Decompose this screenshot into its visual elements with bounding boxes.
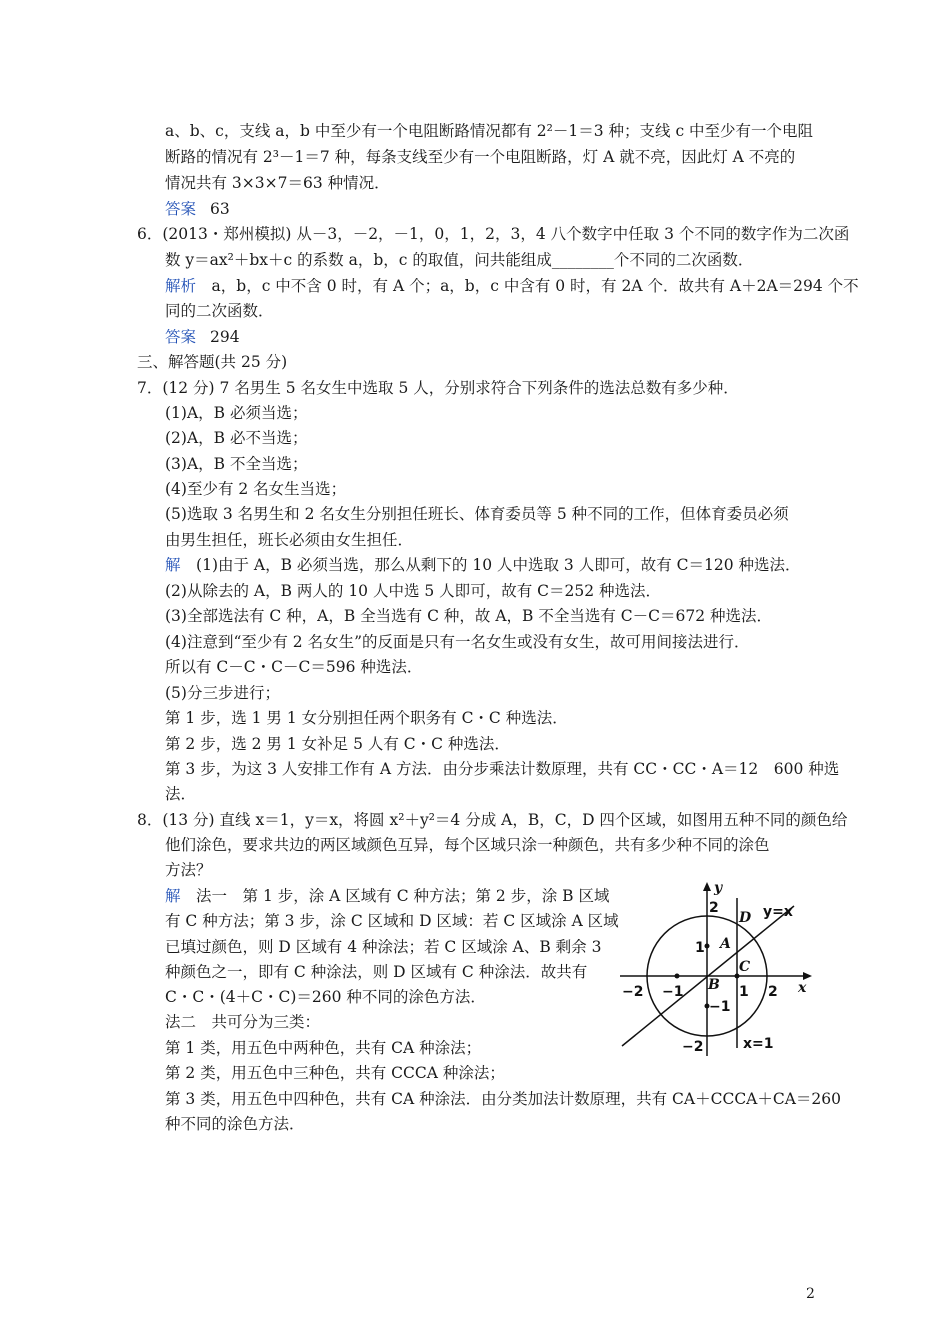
text-line: 第 1 类，用五色中两种色，共有 CA 种涂法； bbox=[165, 1039, 482, 1057]
text-line: 法二 共可分为三类： bbox=[165, 1013, 321, 1031]
y-axis-label: y bbox=[714, 880, 723, 896]
y-tick-1: 1 bbox=[695, 940, 705, 956]
text-line: 同的二次函数． bbox=[165, 302, 274, 320]
answer-line bbox=[165, 199, 230, 219]
section-heading: 三、解答题(共 25 分) bbox=[137, 353, 288, 371]
text-line: 种不同的涂色方法． bbox=[165, 1115, 305, 1133]
text-line: a、b、c，支线 a，b 中至少有一个电阻断路情况都有 2²－1＝3 种；支线 c 中至少有一个电阻 bbox=[165, 122, 814, 140]
question-6: 6．(2013・郑州模拟) 从－3，－2，－1，0，1，2，3，4 八个数字中任取 3 个不同的数字作为二次函 bbox=[137, 225, 850, 243]
y-axis-arrow-icon bbox=[703, 882, 711, 891]
y-tick-neg1: −1 bbox=[709, 999, 731, 1015]
text-line: (5)选取 3 名男生和 2 名女生分别担任班长、体育委员等 5 种不同的工作，但体育委员必须 bbox=[165, 505, 789, 523]
region-label-d: D bbox=[739, 910, 752, 926]
line-label-y-eq-x: y=x bbox=[763, 904, 793, 920]
x-tick-neg1: −1 bbox=[662, 984, 684, 1000]
answer-value: 294 bbox=[210, 328, 240, 346]
text-line: (3)A，B 不全当选； bbox=[165, 455, 308, 473]
text-line: 断路的情况有 2³－1＝7 种，每条支线至少有一个电阻断路，灯 A 就不亮，因此灯 A 不亮的 bbox=[165, 148, 796, 166]
region-label-c: C bbox=[739, 959, 751, 975]
question-7: 7．(12 分) 7 名男生 5 名女生中选取 5 人，分别求符合下列条件的选法总数有多少种． bbox=[137, 379, 739, 397]
solution-text: (1)由于 A，B 必须当选，那么从剩下的 10 人中选取 3 人即可，故有 C＝120 种选法． bbox=[196, 556, 801, 574]
text-line: 第 2 步，选 2 男 1 女补足 5 人有 C・C 种选法． bbox=[165, 735, 510, 753]
solution-label: 解 bbox=[165, 887, 181, 905]
x-axis-arrow-icon bbox=[803, 972, 812, 980]
page-number: 2 bbox=[806, 1286, 815, 1302]
question-8: 8．(13 分) 直线 x＝1，y＝x，将圆 x²＋y²＝4 分成 A，B，C，D 四个区域，如图用五种不同的颜色给 bbox=[137, 811, 848, 829]
tick-point bbox=[705, 944, 710, 949]
region-label-b: B bbox=[708, 977, 720, 993]
text-line: 方法？ bbox=[165, 861, 212, 879]
line-label-x-eq-1: x=1 bbox=[743, 1036, 774, 1052]
solution-label: 解 bbox=[165, 556, 181, 574]
text-line: (2)从除去的 A，B 两人的 10 人中选 5 人即可，故有 C＝252 种选法． bbox=[165, 582, 661, 600]
analysis-text: a，b，c 中不含 0 时，有 A 个；a，b，c 中含有 0 时，有 2A 个．故共有 A＋2A＝294 个不 bbox=[211, 277, 859, 295]
tick-point bbox=[675, 974, 680, 979]
x-axis-label: x bbox=[798, 980, 807, 996]
x-tick-1: 1 bbox=[739, 984, 749, 1000]
region-label-a: A bbox=[720, 936, 731, 952]
y-tick-neg2: −2 bbox=[682, 1039, 704, 1055]
text-line: 第 1 步，选 1 男 1 女分别担任两个职务有 C・C 种选法． bbox=[165, 709, 568, 727]
answer-line bbox=[165, 327, 240, 347]
analysis-label: 解析 bbox=[165, 277, 197, 295]
solution-line bbox=[165, 555, 801, 575]
solution-text: 法一 第 1 步，涂 A 区域有 C 种方法；第 2 步，涂 B 区域 bbox=[196, 887, 610, 905]
text-line: 所以有 C－C・C－C＝596 种选法． bbox=[165, 658, 423, 676]
answer-label: 答案 bbox=[165, 328, 197, 346]
text-line: 他们涂色，要求共边的两区域颜色互异，每个区域只涂一种颜色，共有多少种不同的涂色 bbox=[165, 836, 770, 854]
x-tick-neg2: −2 bbox=[622, 984, 644, 1000]
text-line: 有 C 种方法；第 3 步，涂 C 区域和 D 区域：若 C 区域涂 A 区域 bbox=[165, 912, 619, 930]
text-line: 情况共有 3×3×7＝63 种情况． bbox=[165, 174, 390, 192]
text-line: (2)A，B 必不当选； bbox=[165, 429, 308, 447]
x-tick-2: 2 bbox=[768, 984, 778, 1000]
text-line: 第 3 类，用五色中四种色，共有 CA 种涂法．由分类加法计数原理，共有 CA＋CCCA＋CA＝260 bbox=[165, 1090, 842, 1108]
answer-value: 63 bbox=[210, 200, 230, 218]
text-line: 法． bbox=[165, 785, 197, 803]
text-line: (1)A，B 必须当选； bbox=[165, 404, 308, 422]
text-line: 数 y＝ax²＋bx＋c 的系数 a，b，c 的取值，问共能组成________个不同的二次函数． bbox=[165, 251, 754, 269]
y-tick-2: 2 bbox=[709, 900, 719, 916]
text-line: 第 3 步，为这 3 人安排工作有 A 方法．由分步乘法计数原理，共有 CC・CC・A＝12 600 种选 bbox=[165, 760, 840, 778]
text-line: 已填过颜色，则 D 区域有 4 种涂法；若 C 区域涂 A、B 剩余 3 bbox=[165, 938, 602, 956]
answer-label: 答案 bbox=[165, 200, 197, 218]
figure-svg bbox=[618, 878, 818, 1058]
circle-region-figure bbox=[618, 878, 818, 1058]
text-line: (4)至少有 2 名女生当选； bbox=[165, 480, 347, 498]
text-line: 种颜色之一，即有 C 种涂法，则 D 区域有 C 种涂法．故共有 bbox=[165, 963, 588, 981]
text-line: (5)分三步进行； bbox=[165, 684, 280, 702]
text-line: (3)全部选法有 C 种，A，B 全当选有 C 种，故 A，B 不全当选有 C－C＝672 种选法． bbox=[165, 607, 772, 625]
text-line: 由男生担任，班长必须由女生担任． bbox=[165, 531, 414, 549]
text-line: 第 2 类，用五色中三种色，共有 CCCA 种涂法； bbox=[165, 1064, 505, 1082]
text-line: C・C・(4＋C・C)＝260 种不同的涂色方法． bbox=[165, 988, 486, 1006]
solution-line bbox=[165, 886, 609, 906]
analysis-line bbox=[165, 276, 859, 296]
text-line: (4)注意到“至少有 2 名女生”的反面是只有一名女生或没有女生，故可用间接法进行． bbox=[165, 633, 750, 651]
